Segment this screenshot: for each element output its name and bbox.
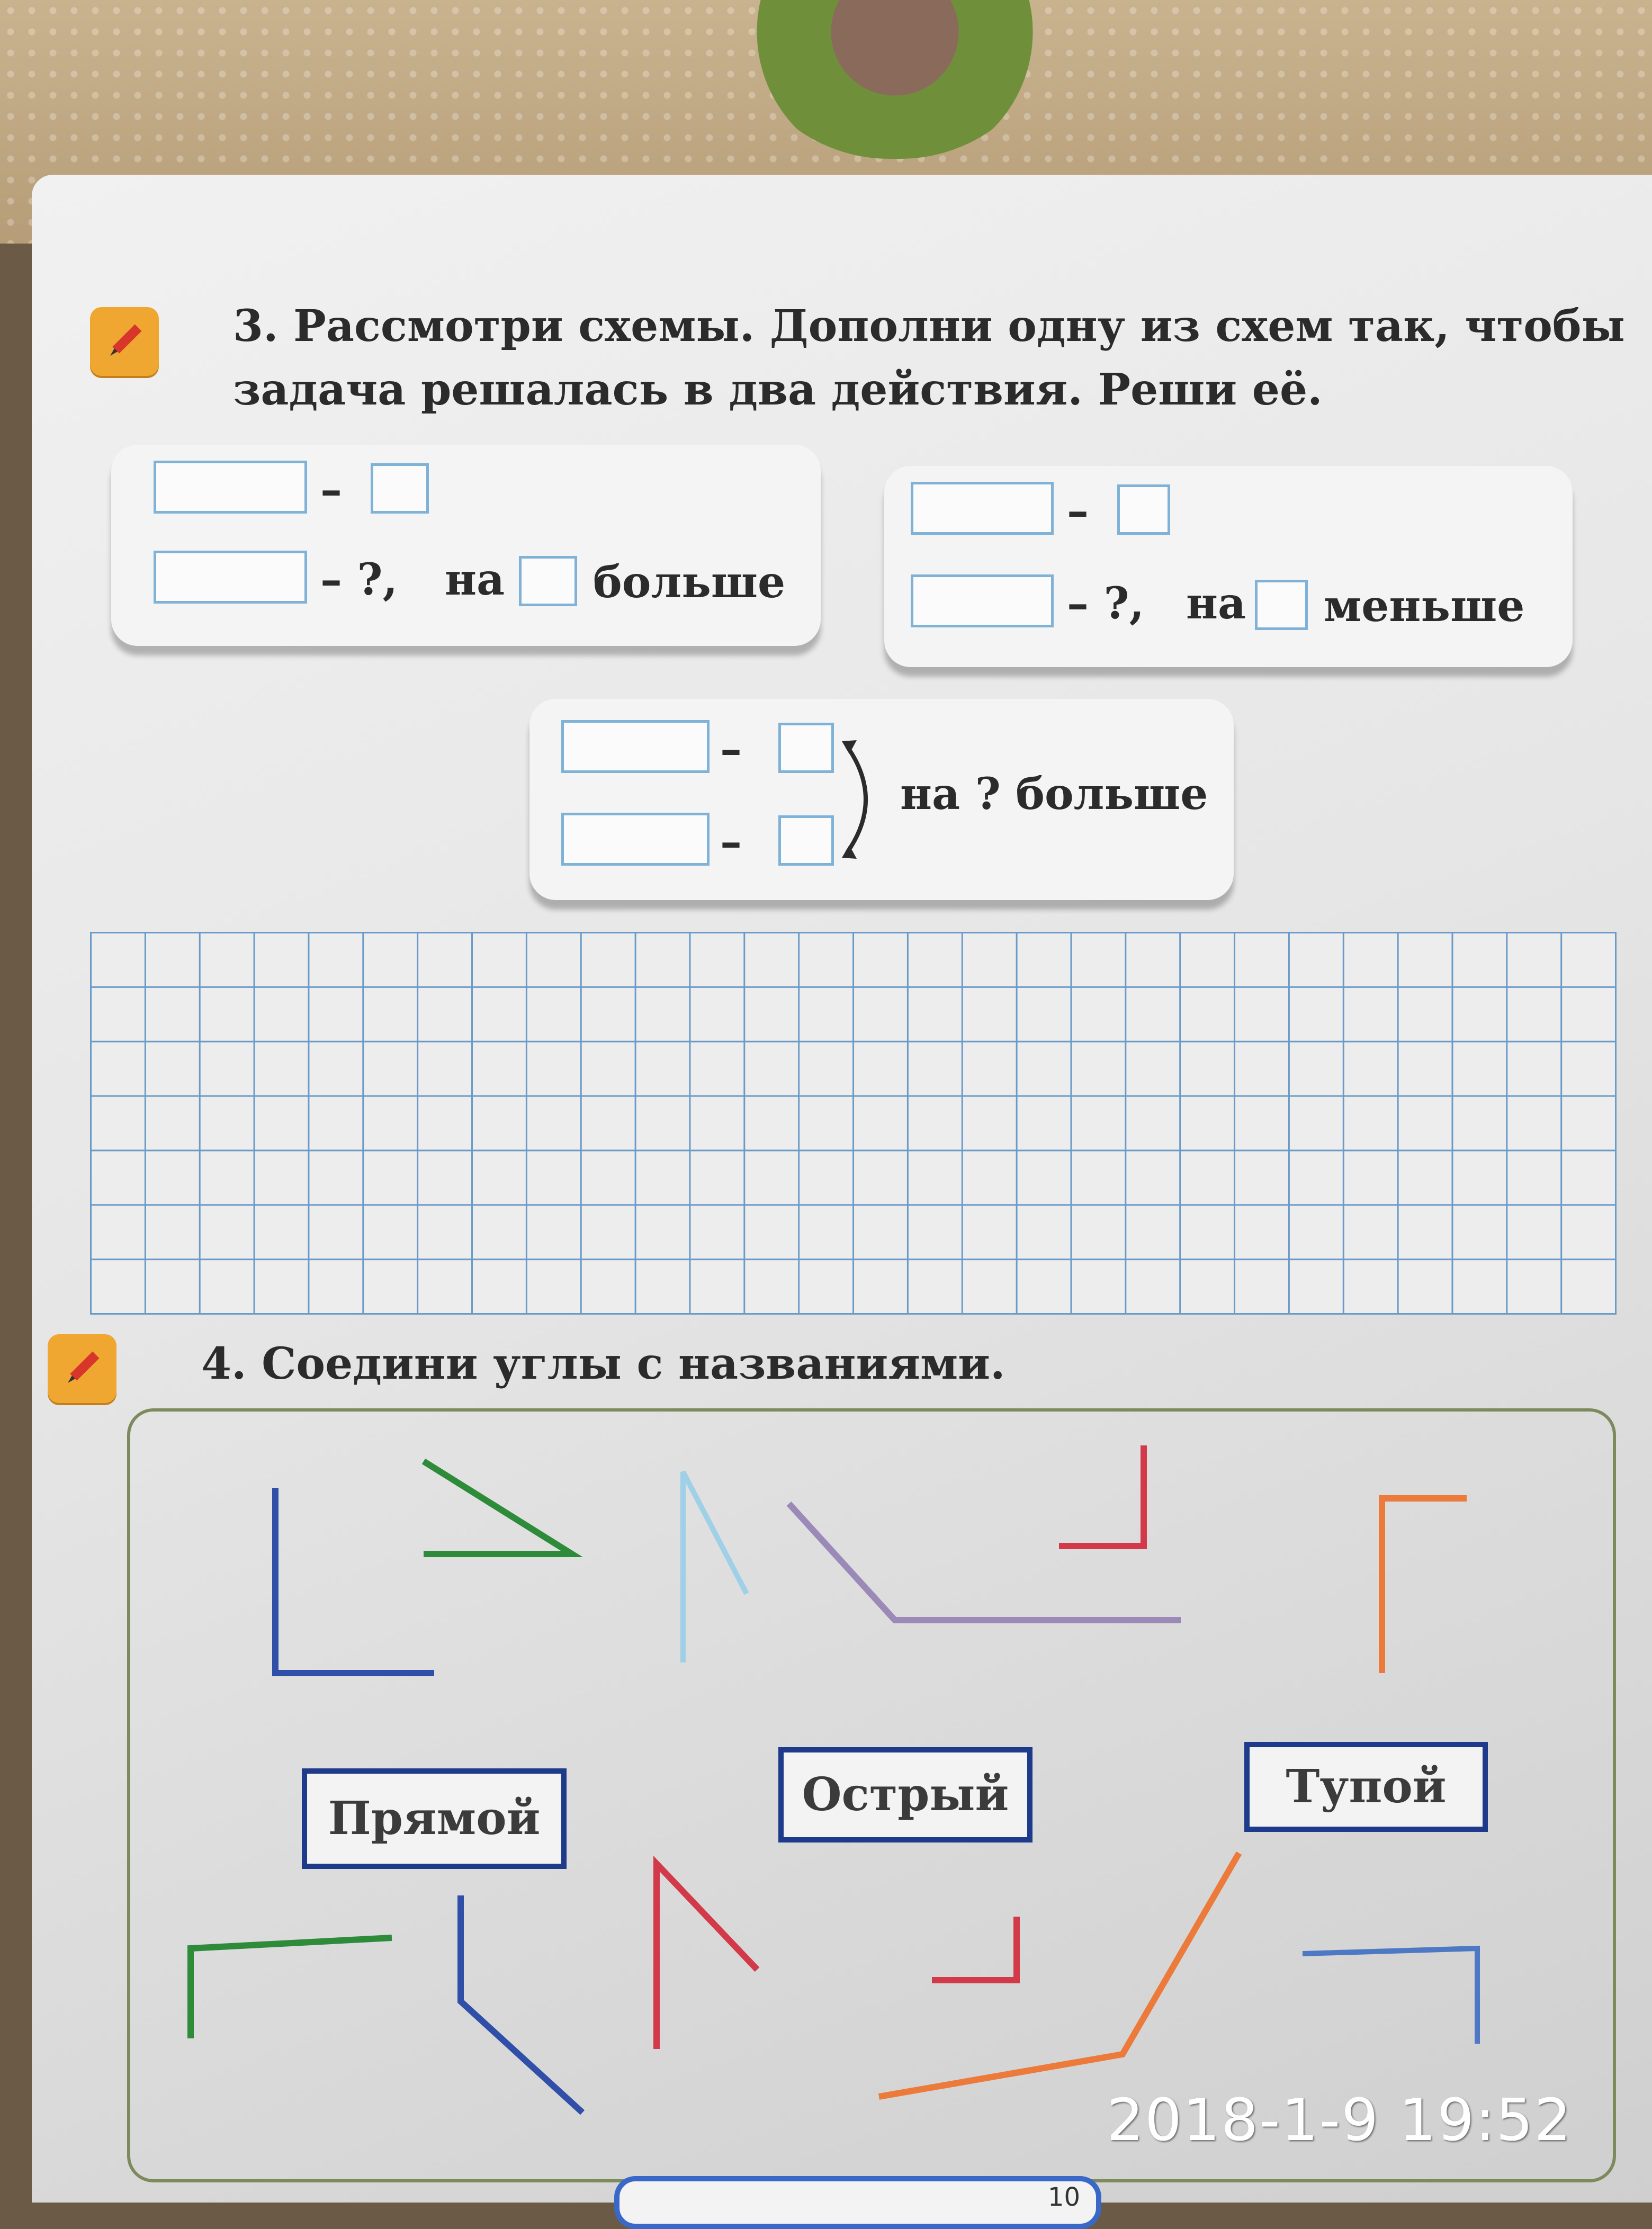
scheme-a-minus-question: – ?, xyxy=(320,554,398,605)
task3-number: 3. xyxy=(233,301,279,352)
label-ostryy[interactable]: Острый xyxy=(778,1747,1032,1842)
scheme-c-minus-1: – xyxy=(720,724,742,775)
scheme-a-na: на xyxy=(445,554,505,605)
page-number-bar xyxy=(614,2176,1101,2229)
task4-text: Соедини углы с названиями. xyxy=(262,1338,1005,1389)
angle-right-green xyxy=(191,1938,392,2038)
angle-right-blue-small xyxy=(1303,1948,1477,2044)
page-number: 10 xyxy=(1047,2182,1080,2212)
angle-acute-red xyxy=(657,1864,757,2049)
scheme-a-minus-1: – xyxy=(320,464,342,515)
scheme-a-word: больше xyxy=(593,557,786,608)
task3-line1: Рассмотри схемы. Дополни одну из схем так, чтобы xyxy=(293,301,1625,352)
angle-obtuse-navy xyxy=(461,1895,582,2113)
angle-obtuse-purple xyxy=(789,1504,1181,1620)
angle-acute-green xyxy=(424,1461,572,1554)
photo-timestamp: 2018-1-9 19:52 xyxy=(1107,2086,1573,2154)
angle-right-blue xyxy=(275,1488,434,1673)
task3-line2: задача решалась в два действия. Реши её. xyxy=(233,364,1323,415)
scheme-b-na: на xyxy=(1186,578,1246,629)
angle-right-orange xyxy=(1382,1498,1467,1673)
angle-acute-lightblue xyxy=(683,1472,747,1662)
scheme-c-minus-2: – xyxy=(720,816,742,867)
scheme-b-minus-1: – xyxy=(1067,486,1089,536)
angle-right-red xyxy=(1059,1445,1144,1546)
angle-right-red-small xyxy=(932,1917,1017,1980)
scheme-b-minus-question: – ?, xyxy=(1067,578,1145,629)
scheme-b-word: меньше xyxy=(1324,581,1525,632)
angle-obtuse-orange xyxy=(879,1853,1239,2097)
label-tupoy[interactable]: Тупой xyxy=(1244,1742,1488,1832)
task4-number: 4. xyxy=(201,1338,247,1389)
label-pryamoy[interactable]: Прямой xyxy=(302,1768,567,1869)
scheme-c-label: на ? больше xyxy=(900,769,1208,820)
